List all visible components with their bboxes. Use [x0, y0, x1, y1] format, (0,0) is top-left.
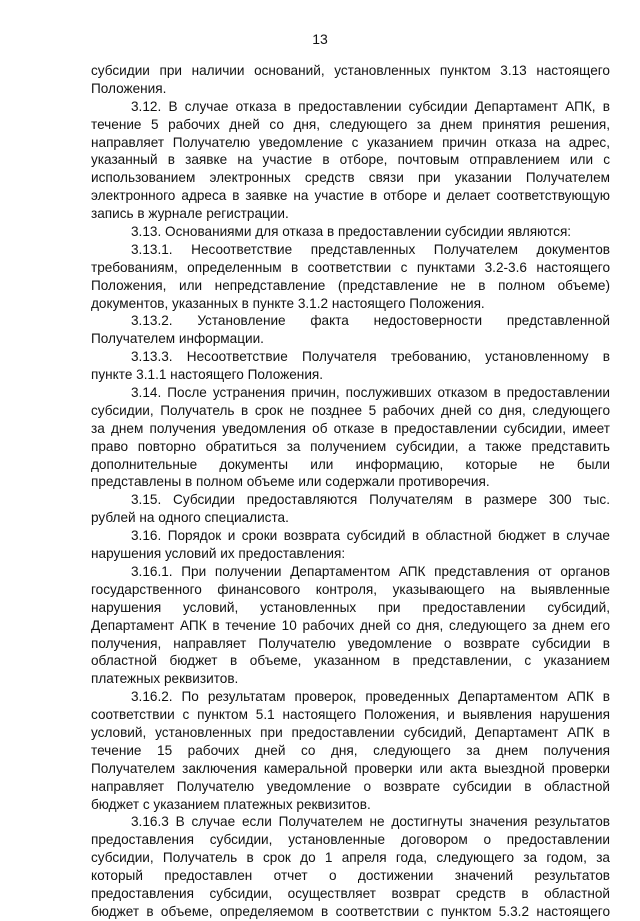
text-line: течение 15 рабочих дней со дня, следующего за днем получения	[91, 742, 610, 758]
text-line: соответствии с пунктом 5.1 настоящего Положения, и выявления нарушения	[91, 707, 610, 723]
text-line: субсидии при наличии оснований, установленных пунктом 3.13 настоящего	[91, 63, 610, 78]
text-line: Получателем заключения камеральной проверки или акта выездной проверки	[91, 760, 610, 776]
text-line: Департамент АПК в течение 10 рабочих дней со дня, следующего за днем его	[91, 617, 610, 633]
text-line: использованием электронных средств связи при указании Получателем	[91, 170, 610, 186]
text-line: 3.14. После устранения причин, послуживших отказом в предоставлении	[131, 385, 610, 401]
text-line: нарушения условий, установленных при предоставлении субсидий,	[91, 599, 610, 615]
text-line: который предоставлен отчет о достижении значений результатов	[91, 868, 610, 884]
text-line: 3.16.2. По результатам проверок, проведенных Департаментом АПК в	[131, 689, 610, 705]
text-line: получения, направляет Получателю уведомление о возврате субсидии в	[91, 635, 610, 651]
text-line: направляет Получателю уведомление о возврате субсидии в областной	[91, 778, 610, 794]
page-number: 13	[312, 31, 328, 47]
text-line: бюджет в объеме, определяемом в соответствии с пунктом 5.3.2 настоящего	[91, 903, 610, 919]
text-line: субсидии, Получатель в срок не позднее 5 рабочих дней со дня, следующего	[91, 402, 610, 418]
text-line: дополнительные документы или информацию, которые не были	[91, 456, 610, 472]
text-line: направляет Получателю уведомление с указанием причин отказа на адрес,	[91, 134, 610, 150]
text-line: указанный в заявке на участие в отборе, почтовым отправлением или с	[91, 152, 610, 168]
text-line: условий, установленных при предоставлении субсидий, Департамент АПК в	[91, 724, 610, 740]
text-line: государственного финансового контроля, указывающего на выявленные	[91, 581, 610, 597]
text-line: 3.13. Основаниями для отказа в предоставлении субсидии являются:	[131, 224, 572, 240]
text-line: 3.15. Субсидии предоставляются Получателям в размере 300 тыс.	[131, 492, 610, 508]
text-line: запись в журнале регистрации.	[91, 206, 289, 222]
text-line: пункте 3.1.1 настоящего Положения.	[91, 367, 324, 383]
text-line: 3.16.3 В случае если Получателем не достигнуты значения результатов	[131, 814, 610, 830]
text-line: документов, указанных в пункте 3.1.2 настоящего Положения.	[91, 295, 485, 311]
text-line: представлены в полном объеме или содержали противоречия.	[91, 474, 490, 490]
text-line: 3.13.2. Установление факта недостоверности представленной	[131, 313, 610, 329]
text-line: 3.16.1. При получении Департаментом АПК представления от органов	[131, 563, 610, 579]
text-line: бюджет с указанием платежных реквизитов.	[91, 796, 371, 812]
text-line: 3.13.3. Несоответствие Получателя требованию, установленному в	[131, 349, 610, 365]
text-line: 3.12. В случае отказа в предоставлении субсидии Департамент АПК, в	[131, 98, 610, 114]
text-line: рублей на одного специалиста.	[91, 510, 289, 526]
text-line: право повторно обратиться за получением субсидии, а также представить	[91, 438, 610, 454]
text-line: субсидии, Получатель в срок до 1 апреля года, следующего за годом, за	[91, 850, 610, 866]
text-line: течение 5 рабочих дней со дня, следующего за днем принятия решения,	[91, 116, 610, 132]
text-line: платежных реквизитов.	[91, 671, 239, 687]
text-line: 3.13.1. Несоответствие представленных Получателем документов	[131, 241, 610, 257]
document-body	[91, 62, 610, 921]
text-line: Получателем информации.	[91, 331, 264, 347]
text-line: нарушения условий их предоставления:	[91, 546, 346, 562]
text-line: за днем получения уведомления об отказе в предоставлении субсидии, имеет	[91, 420, 610, 436]
text-line: требованиям, определенным в соответствии с пунктами 3.2-3.6 настоящего	[91, 259, 610, 275]
text-line: предоставления субсидии, осуществляет возврат средств в областной	[91, 885, 610, 901]
text-line: Положения, или непредставление (представление не в полном объеме)	[91, 277, 610, 293]
text-line: Положения.	[91, 80, 167, 96]
text-line: 3.16. Порядок и сроки возврата субсидий в областной бюджет в случае	[131, 528, 610, 544]
text-line: электронного адреса в заявке на участие в отборе и делает соответствующую	[91, 188, 610, 204]
text-line: областной бюджет в объеме, указанном в представлении, с указанием	[91, 653, 610, 669]
text-line: предоставления субсидии, установленные договором о предоставлении	[91, 832, 610, 848]
